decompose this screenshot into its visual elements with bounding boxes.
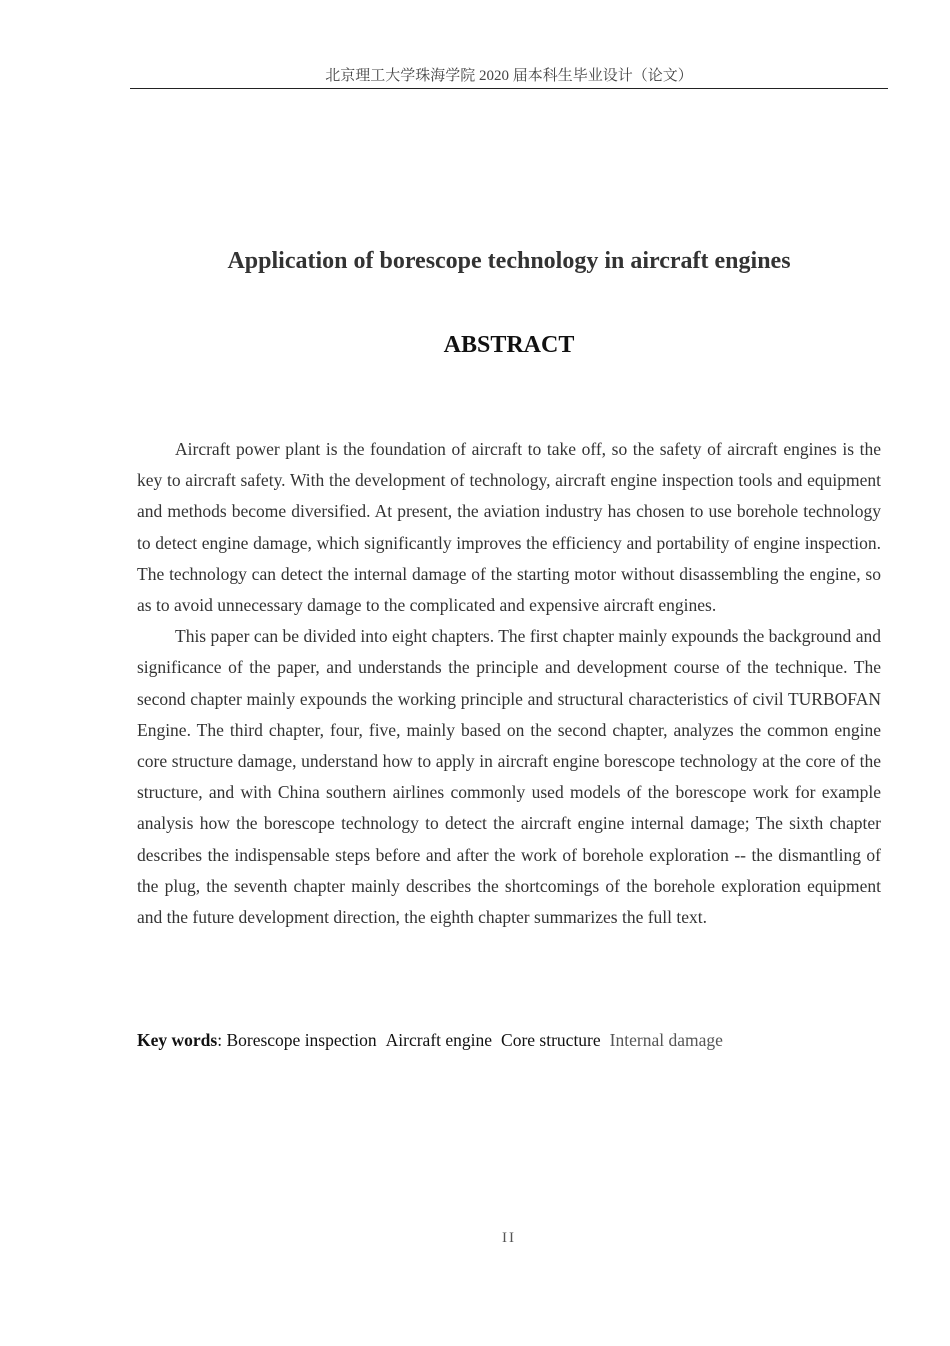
- running-header-text: 北京理工大学珠海学院 2020 届本科生毕业设计（论文）: [325, 68, 693, 84]
- keywords-line: [137, 1026, 897, 1054]
- abstract-paragraph: Aircraft power plant is the foundation of aircraft to take off, so the safety of aircraft engines is the key to aircraft safety. With the development of technology, aircraft engine inspection tools and equipment and methods become diversified. At present, the aviation industry has chosen to use borehole technology to detect engine damage, which significantly improves the efficiency and portability of engine inspection. The technology can detect the internal damage of the starting motor without disassembling the engine, so as to avoid unnecessary damage to the complicated and expensive aircraft engines.: [137, 439, 881, 616]
- keyword: Core structure: [501, 1030, 601, 1050]
- keyword: Aircraft engine: [385, 1030, 493, 1050]
- abstract-paragraph: This paper can be divided into eight chapters. The first chapter mainly expounds the background and significance of the paper, and understands the principle and development course of the technique. The second chapter mainly expounds the working principle and structural characteristics of civil TURBOFAN Engine. The third chapter, four, five, mainly based on the second chapter, analyzes the common engine core structure damage, understand how to apply in aircraft engine borescope technology at the core of the structure, and with China southern airlines commonly used models of the borescope work for example analysis how the borescope technology to detect the aircraft engine internal damage; The sixth chapter describes the indispensable steps before and after the work of borehole exploration -- the dismantling of the plug, the seventh chapter mainly describes the shortcomings of the borehole exploration equipment and the future development direction, the eighth chapter summarizes the full text.: [137, 626, 881, 928]
- running-header: [130, 64, 888, 89]
- keyword: Borescope inspection: [226, 1030, 377, 1050]
- thesis-title: Application of borescope technology in aircraft engines: [227, 248, 791, 274]
- abstract-heading: ABSTRACT: [443, 332, 575, 358]
- page-number: II: [502, 1230, 516, 1246]
- abstract-body: [137, 434, 881, 933]
- keyword: Internal damage: [609, 1030, 723, 1050]
- keywords-label: Key words: [137, 1030, 218, 1050]
- keywords-separator: :: [217, 1030, 227, 1050]
